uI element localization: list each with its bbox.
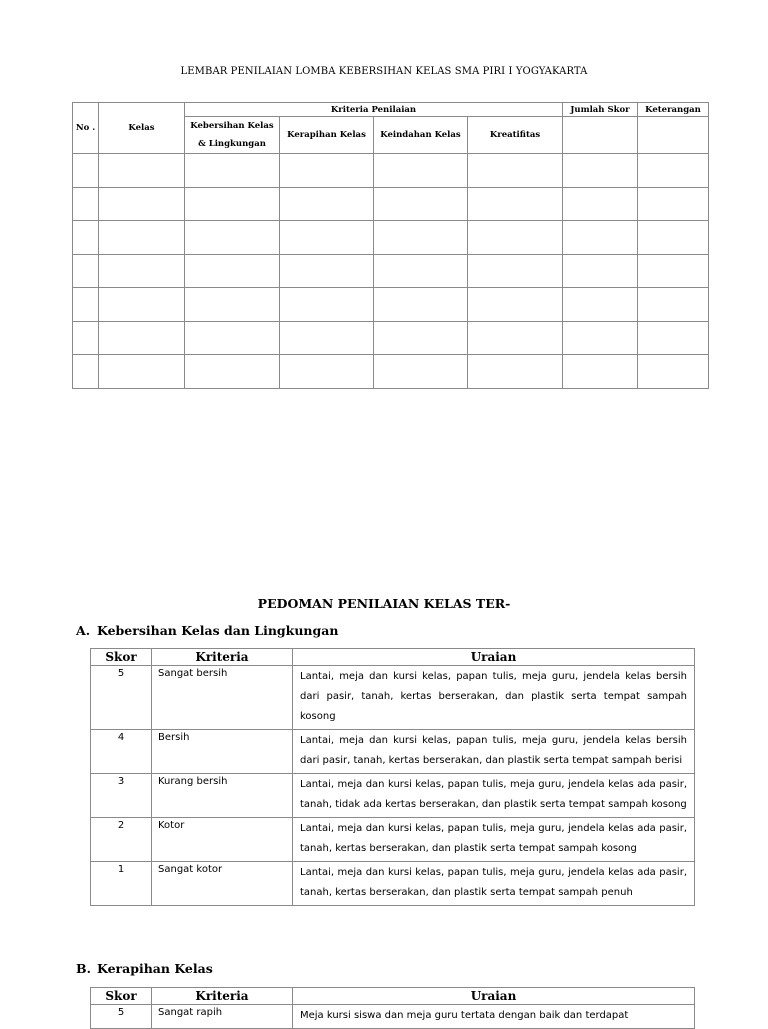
score-cell[interactable]	[468, 221, 563, 255]
score-cell[interactable]	[185, 355, 280, 389]
score-cell[interactable]	[185, 187, 280, 221]
score-row	[73, 321, 709, 355]
header-kriteria: Kriteria Penilaian	[185, 103, 563, 117]
score-cell[interactable]	[563, 221, 638, 255]
header-kelas: Kelas	[99, 103, 185, 154]
score-cell[interactable]	[280, 221, 374, 255]
score-cell[interactable]	[374, 221, 468, 255]
score-cell[interactable]	[185, 221, 280, 255]
header-jumlah-skor-empty	[563, 117, 638, 154]
score-cell[interactable]	[73, 254, 99, 288]
guide-uraian-cell: Lantai, meja dan kursi kelas, papan tulis, meja guru, jendela kelas bersih dari pasir, tanah, kertas berserakan, dan plastik serta tempat sampah berisi	[293, 730, 695, 774]
guide-row	[91, 774, 695, 818]
guide-table-kebersihan	[90, 648, 695, 906]
header-keterangan-empty	[638, 117, 709, 154]
guide-row	[91, 730, 695, 774]
guide-header-skor: Skor	[91, 649, 152, 666]
guide-header-kriteria: Kriteria	[152, 649, 293, 666]
score-cell[interactable]	[468, 187, 563, 221]
guide-table-kerapihan	[90, 987, 695, 1029]
score-cell[interactable]	[185, 288, 280, 322]
score-cell[interactable]	[468, 321, 563, 355]
score-cell[interactable]	[563, 187, 638, 221]
guide-kriteria-cell: Kotor	[152, 818, 293, 862]
score-cell[interactable]	[563, 154, 638, 188]
score-cell[interactable]	[638, 288, 709, 322]
section-a-heading	[76, 623, 338, 638]
score-cell[interactable]	[73, 321, 99, 355]
score-sheet-table	[72, 102, 709, 389]
score-row	[73, 187, 709, 221]
guide-header-uraian: Uraian	[293, 649, 695, 666]
section-b-heading	[76, 961, 213, 976]
score-row	[73, 355, 709, 389]
score-cell[interactable]	[73, 154, 99, 188]
guide-uraian-cell: Lantai, meja dan kursi kelas, papan tulis, meja guru, jendela kelas ada pasir, tanah, tidak ada kertas berserakan, dan plastik serta tempat sampah kosong	[293, 774, 695, 818]
header-kebersihan: Kebersihan Kelas & Lingkungan	[185, 117, 280, 154]
score-row	[73, 154, 709, 188]
guide-skor-cell: 3	[91, 774, 152, 818]
score-cell[interactable]	[280, 254, 374, 288]
score-cell[interactable]	[374, 288, 468, 322]
guide-uraian-cell: Lantai, meja dan kursi kelas, papan tulis, meja guru, jendela kelas ada pasir, tanah, kertas berserakan, dan plastik serta tempat sampah kosong	[293, 818, 695, 862]
score-cell[interactable]	[99, 288, 185, 322]
score-cell[interactable]	[185, 321, 280, 355]
score-cell[interactable]	[468, 254, 563, 288]
header-keindahan: Keindahan Kelas	[374, 117, 468, 154]
score-cell[interactable]	[374, 355, 468, 389]
score-row	[73, 288, 709, 322]
guide-kriteria-cell: Sangat kotor	[152, 862, 293, 906]
score-cell[interactable]	[563, 321, 638, 355]
score-cell[interactable]	[280, 288, 374, 322]
score-cell[interactable]	[73, 355, 99, 389]
header-kerapihan: Kerapihan Kelas	[280, 117, 374, 154]
guide-uraian-cell: Lantai, meja dan kursi kelas, papan tulis, meja guru, jendela kelas bersih dari pasir, tanah, kertas berserakan, dan plastik serta tempat sampah kosong	[293, 666, 695, 730]
guide-header-uraian: Uraian	[293, 988, 695, 1005]
header-no: No .	[73, 103, 99, 154]
score-cell[interactable]	[185, 254, 280, 288]
header-keterangan: Keterangan	[638, 103, 709, 117]
score-cell[interactable]	[280, 154, 374, 188]
score-cell[interactable]	[468, 288, 563, 322]
guide-skor-cell: 1	[91, 862, 152, 906]
score-cell[interactable]	[638, 221, 709, 255]
guide-row	[91, 666, 695, 730]
header-kreatifitas: Kreatifitas	[468, 117, 563, 154]
score-cell[interactable]	[99, 221, 185, 255]
score-cell[interactable]	[280, 321, 374, 355]
score-cell[interactable]	[638, 187, 709, 221]
guide-uraian-cell: Lantai, meja dan kursi kelas, papan tulis, meja guru, jendela kelas ada pasir, tanah, kertas berserakan, dan plastik serta tempat sampah penuh	[293, 862, 695, 906]
guide-title: PEDOMAN PENILAIAN KELAS TER-	[257, 596, 511, 611]
score-cell[interactable]	[374, 321, 468, 355]
score-cell[interactable]	[73, 288, 99, 322]
guide-uraian-cell: Meja kursi siswa dan meja guru tertata dengan baik dan terdapat	[293, 1005, 695, 1029]
section-a-title: Kebersihan Kelas dan Lingkungan	[97, 623, 339, 638]
score-cell[interactable]	[638, 355, 709, 389]
score-cell[interactable]	[638, 254, 709, 288]
score-cell[interactable]	[73, 187, 99, 221]
score-cell[interactable]	[99, 187, 185, 221]
score-cell[interactable]	[638, 154, 709, 188]
score-sheet-body	[73, 154, 709, 389]
form-title: LEMBAR PENILAIAN LOMBA KEBERSIHAN KELAS SMA PIRI I YOGYAKARTA	[180, 66, 588, 77]
section-b-letter: B.	[76, 961, 91, 976]
score-row	[73, 254, 709, 288]
score-cell[interactable]	[280, 187, 374, 221]
guide-kriteria-cell: Sangat rapih	[152, 1005, 293, 1029]
guide-skor-cell: 5	[91, 1005, 152, 1029]
guide-header-kriteria: Kriteria	[152, 988, 293, 1005]
score-cell[interactable]	[99, 254, 185, 288]
score-cell[interactable]	[563, 288, 638, 322]
guide-row	[91, 818, 695, 862]
score-cell[interactable]	[73, 221, 99, 255]
score-cell[interactable]	[99, 355, 185, 389]
guide-kriteria-cell: Kurang bersih	[152, 774, 293, 818]
section-b-title: Kerapihan Kelas	[97, 961, 213, 976]
score-cell[interactable]	[563, 355, 638, 389]
header-jumlah-skor: Jumlah Skor	[563, 103, 638, 117]
guide-header-skor: Skor	[91, 988, 152, 1005]
guide-row	[91, 862, 695, 906]
guide-row	[91, 1005, 695, 1029]
score-cell[interactable]	[563, 254, 638, 288]
guide-kriteria-cell: Sangat bersih	[152, 666, 293, 730]
score-row	[73, 221, 709, 255]
section-a-letter: A.	[76, 623, 91, 638]
guide-kriteria-cell: Bersih	[152, 730, 293, 774]
guide-skor-cell: 4	[91, 730, 152, 774]
guide-skor-cell: 2	[91, 818, 152, 862]
score-cell[interactable]	[638, 321, 709, 355]
score-cell[interactable]	[185, 154, 280, 188]
score-cell[interactable]	[280, 355, 374, 389]
score-cell[interactable]	[374, 254, 468, 288]
score-cell[interactable]	[374, 187, 468, 221]
score-cell[interactable]	[468, 154, 563, 188]
score-cell[interactable]	[99, 321, 185, 355]
score-cell[interactable]	[99, 154, 185, 188]
score-cell[interactable]	[374, 154, 468, 188]
score-cell[interactable]	[468, 355, 563, 389]
guide-skor-cell: 5	[91, 666, 152, 730]
